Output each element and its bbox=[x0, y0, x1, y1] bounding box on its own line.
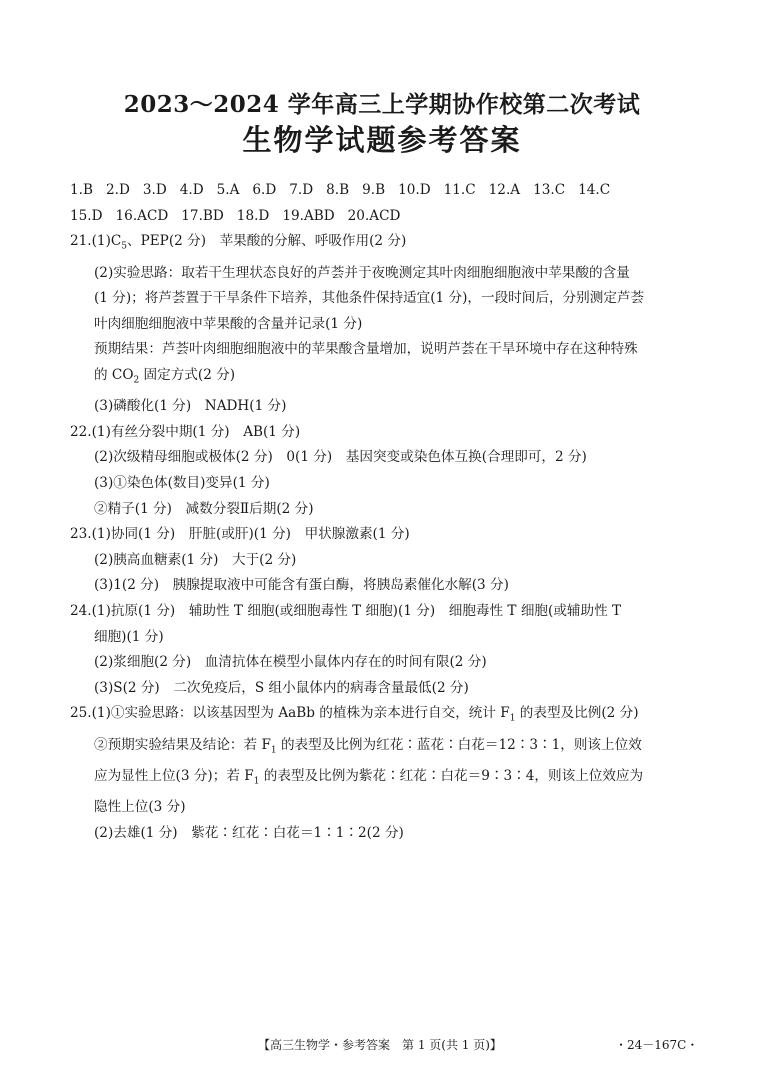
q24-line-2: 细胞)(1 分) bbox=[94, 628, 164, 645]
q21-line-2: (2)实验思路：取若干生理状态良好的芦荟并于夜晚测定其叶肉细胞细胞液中苹果酸的含量 bbox=[94, 264, 630, 281]
mc-answer: 10.D bbox=[398, 182, 431, 198]
document-code: ・24－167C・ bbox=[615, 1038, 699, 1052]
q25-line-5: (2)去雄(1 分) 紫花∶红花∶白花＝1∶1∶2(2 分) bbox=[94, 824, 404, 841]
q25-line-3: 应为显性上位(3 分)；若 $F_1$ 的表型及比例为紫花∶红花∶白花＝9∶3∶4，则该上位效应为 bbox=[94, 767, 644, 787]
answer-body bbox=[70, 178, 730, 846]
mc-answer: 9.B bbox=[362, 182, 386, 198]
mc-answer: 12.A bbox=[488, 182, 521, 198]
q22-line-4: ②精子(1 分) 减数分裂Ⅱ后期(2 分) bbox=[94, 500, 314, 517]
q24-line-1: 24.(1)抗原(1 分) 辅助性 T 细胞(或细胞毒性 T 细胞)(1 分) 细胞毒性 T 细胞(或辅助性 T bbox=[70, 602, 622, 619]
q24-line-4: (3)S(2 分) 二次免疫后，S 组小鼠体内的病毒含量最低(2 分) bbox=[94, 679, 469, 696]
q22-line-2: (2)次级精母细胞或极体(2 分) 0(1 分) 基因突变或染色体互换(合理即可，2 分) bbox=[94, 449, 587, 466]
page-footer: 【高三生物学・参考答案 第 1 页(共 1 页)】 bbox=[258, 1038, 502, 1052]
mc-answer: 18.D bbox=[236, 207, 270, 224]
question-22 bbox=[70, 420, 730, 522]
q21-line-1: $21.(1)C_5$、PEP(2 分) 苹果酸的分解、呼吸作用(2 分) bbox=[70, 233, 407, 252]
question-21 bbox=[70, 229, 730, 420]
mc-answer: 5.A bbox=[216, 182, 240, 198]
mc-answer: 11.C bbox=[443, 182, 476, 198]
exam-title: 2023～2024 学年高三上学期协作校第二次考试 bbox=[123, 91, 641, 118]
q23-line-3: (3)1(2 分) 胰腺提取液中可能含有蛋白酶，将胰岛素催化水解(3 分) bbox=[94, 577, 509, 594]
mc-answer: 2.D bbox=[105, 182, 130, 198]
mc-answer: 16.ACD bbox=[115, 207, 169, 224]
mc-answer: 6.D bbox=[252, 182, 277, 198]
q24-line-3: (2)浆细胞(2 分) 血清抗体在模型小鼠体内存在的时间有限(2 分) bbox=[94, 654, 487, 671]
mc-answers-row-1 bbox=[70, 178, 730, 204]
q21-line-5: 预期结果：芦荟叶肉细胞细胞液中的苹果酸含量增加，说明芦荟在干旱环境中存在这种特殊 bbox=[94, 341, 638, 358]
q21-line-7: (3)磷酸化(1 分) NADH(1 分) bbox=[94, 398, 287, 415]
mc-answer: 20.ACD bbox=[347, 207, 401, 224]
mc-answer: 14.C bbox=[578, 182, 611, 198]
mc-answer: 7.D bbox=[289, 182, 314, 198]
q22-line-1: 22.(1)有丝分裂中期(1 分) AB(1 分) bbox=[70, 423, 301, 440]
q23-line-2: (2)胰高血糖素(1 分) 大于(2 分) bbox=[94, 551, 297, 568]
mc-answer: 3.D bbox=[142, 182, 167, 198]
q21-line-3: (1 分)；将芦荟置于干旱条件下培养，其他条件保持适宜(1 分)，一段时间后，分别测定芦荟 bbox=[94, 290, 645, 307]
mc-answer: 15.D bbox=[70, 207, 103, 224]
mc-answer: 8.B bbox=[326, 182, 350, 198]
mc-answers-row-2 bbox=[70, 204, 730, 230]
mc-answer: 1.B bbox=[70, 182, 93, 198]
q25-line-2: ②预期实验结果及结论：若 $F_1$ 的表型及比例为红花∶蓝花∶白花＝12∶3∶1，则该上位效 bbox=[94, 736, 642, 756]
q21-line-6: 的 $CO_2$ 固定方式(2 分) bbox=[94, 366, 236, 386]
q21-line-4: 叶肉细胞细胞液中苹果酸的含量并记录(1 分) bbox=[94, 315, 363, 332]
question-24 bbox=[70, 599, 730, 701]
q25-line-4: 隐性上位(3 分) bbox=[94, 799, 186, 816]
mc-answer: 19.ABD bbox=[282, 207, 335, 224]
mc-answer: 13.C bbox=[533, 182, 566, 198]
q25-line-1: 25.(1)①实验思路：以该基因型为 AaBb 的植株为亲本进行自交，统计 $F_1$ 的表型及比例(2 分) bbox=[70, 705, 639, 725]
document-subtitle: 生物学试题参考答案 bbox=[242, 123, 522, 157]
mc-answer: 4.D bbox=[179, 182, 204, 198]
question-25 bbox=[70, 701, 730, 846]
q22-line-3: (3)①染色体(数目)变异(1 分) bbox=[94, 474, 270, 491]
mc-answer: 17.BD bbox=[181, 207, 224, 224]
q23-line-1: 23.(1)协同(1 分) 肝脏(或肝)(1 分) 甲状腺激素(1 分) bbox=[70, 526, 410, 543]
question-23 bbox=[70, 522, 730, 599]
